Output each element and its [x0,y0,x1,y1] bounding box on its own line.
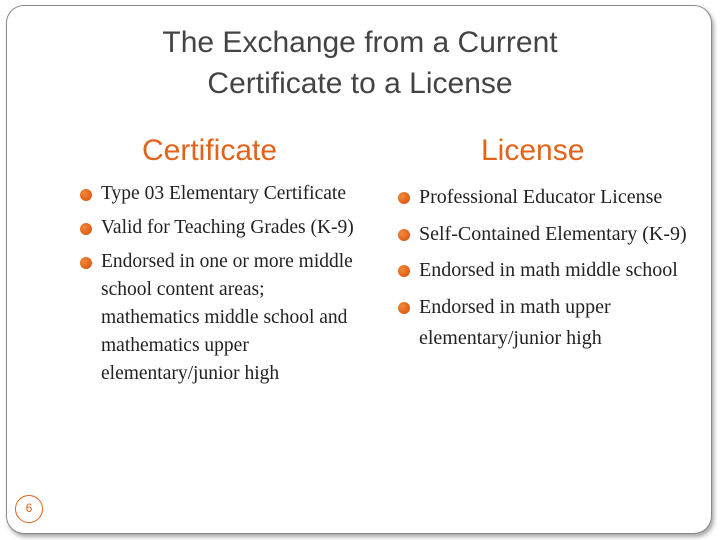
license-item-text: Endorsed in math upper elementary/junior high [419,295,611,349]
certificate-item [80,214,355,242]
license-item-text: Endorsed in math middle school [419,259,678,281]
certificate-item-text: Type 03 Elementary Certificate [101,183,346,204]
bullet-icon [80,257,92,269]
bullet-icon [80,223,92,235]
certificate-item [80,180,355,208]
slide-title [60,22,660,104]
certificate-heading: Certificate [142,134,278,167]
bullet-icon [80,189,92,201]
license-item [398,255,688,287]
license-item-text: Self-Contained Elementary (K-9) [419,222,687,245]
license-item-text: Professional Educator License [419,186,663,208]
license-heading: License [481,134,585,167]
slide-title-line-1: The Exchange from a Current [162,26,558,59]
license-item [398,292,688,355]
bullet-icon [398,302,410,314]
bullet-icon [398,229,410,241]
bullet-icon [398,265,410,277]
slide-title-line-2: Certificate to a License [207,67,513,100]
license-item [398,182,688,214]
license-list [398,182,688,360]
certificate-item-text: Valid for Teaching Grades (K-9) [101,217,354,238]
certificate-list [80,180,355,394]
license-item [398,219,688,251]
certificate-item [80,248,355,388]
certificate-item-text: Endorsed in one or more middle school content areas; mathematics middle school and mathematics upper elementary/junior high [101,251,353,384]
bullet-icon [398,192,410,204]
page-number-badge: 6 [15,495,43,523]
